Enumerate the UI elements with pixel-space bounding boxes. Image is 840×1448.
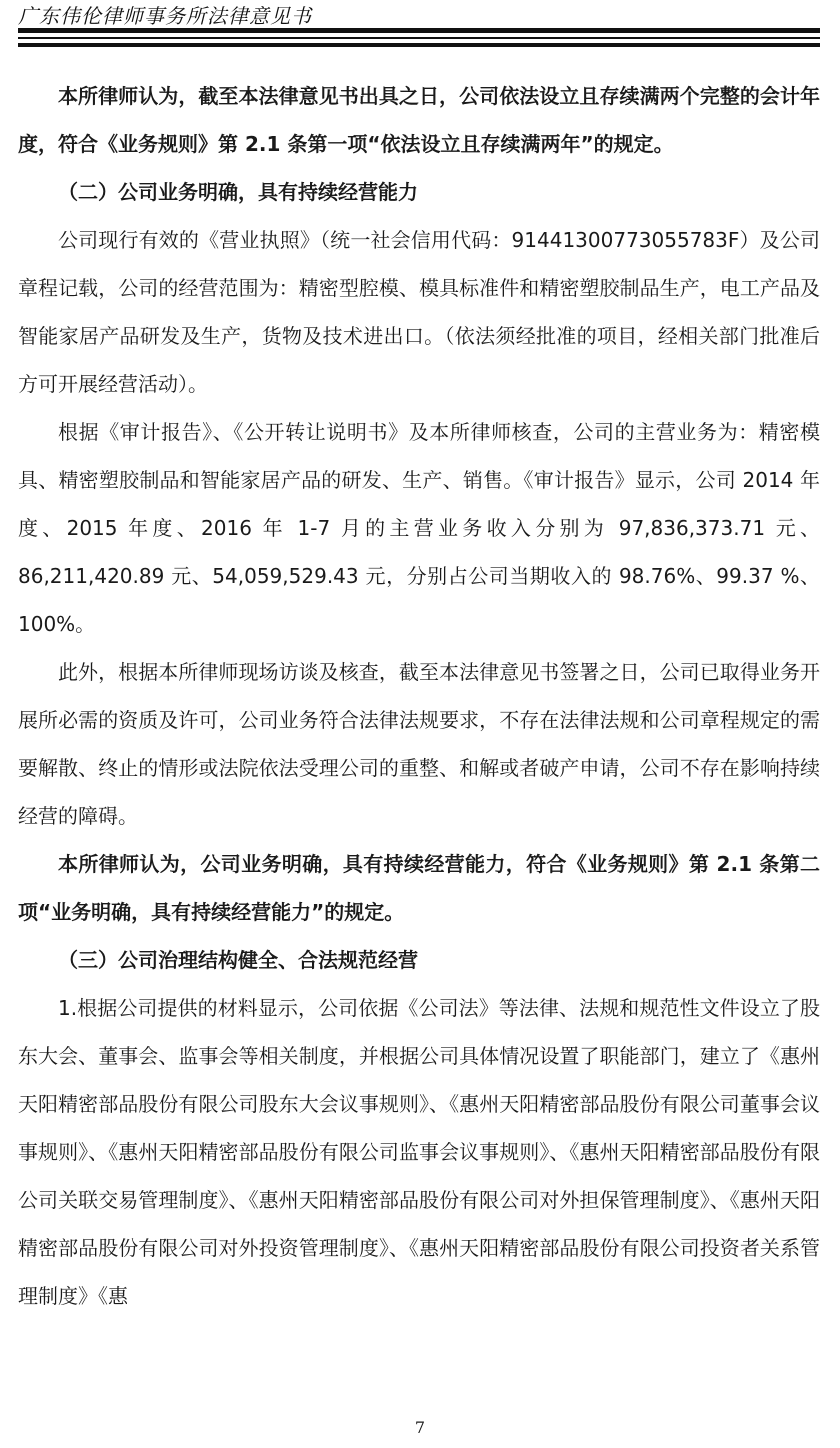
header-title: 广东伟伦律师事务所法律意见书 (18, 4, 312, 28)
conclusion-paragraph-2: 本所律师认为，公司业务明确，具有持续经营能力，符合《业务规则》第 2.1 条第二项“业务明确，具有持续经营能力”的规定。 (18, 852, 820, 924)
page-number: 7 (414, 1418, 426, 1437)
header-rule-thick (18, 28, 820, 33)
conclusion-paragraph-1: 本所律师认为，截至本法律意见书出具之日，公司依法设立且存续满两个完整的会计年度，符合《业务规则》第 2.1 条第一项“依法设立且存续满两年”的规定。 (18, 84, 820, 156)
document-body (18, 72, 820, 1320)
header-rule-thin (18, 37, 820, 39)
header-rule-bottom (18, 43, 820, 47)
section-heading-2: （二）公司业务明确，具有持续经营能力 (58, 180, 418, 204)
business-license-paragraph: 公司现行有效的《营业执照》（统一社会信用代码：91441300773055783F）及公司章程记载，公司的经营范围为：精密型腔模、模具标准件和精密塑胶制品生产，电工产品及智能家居产品研发及生产，货物及技术进出口。（依法须经批准的项目，经相关部门批准后方可开展经营活动）。 (18, 228, 820, 396)
site-interview-paragraph: 此外，根据本所律师现场访谈及核查，截至本法律意见书签署之日，公司已取得业务开展所必需的资质及许可，公司业务符合法律法规要求，不存在法律法规和公司章程规定的需要解散、终止的情形或法院依法受理公司的重整、和解或者破产申请，公司不存在影响持续经营的障碍。 (18, 660, 820, 828)
section-heading-3: （三）公司治理结构健全、合法规范经营 (58, 948, 418, 972)
governance-paragraph: 1.根据公司提供的材料显示，公司依据《公司法》等法律、法规和规范性文件设立了股东大会、董事会、监事会等相关制度，并根据公司具体情况设置了职能部门，建立了《惠州天阳精密部品股份有限公司股东大会议事规则》、《惠州天阳精密部品股份有限公司董事会议事规则》、《惠州天阳精密部品股份有限公司监事会议事规则》、《惠州天阳精密部品股份有限公司关联交易管理制度》、《惠州天阳精密部品股份有限公司对外担保管理制度》、《惠州天阳精密部品股份有限公司对外投资管理制度》、《惠州天阳精密部品股份有限公司投资者关系管理制度》《惠 (18, 996, 820, 1308)
audit-report-paragraph: 根据《审计报告》、《公开转让说明书》及本所律师核查，公司的主营业务为：精密模具、精密塑胶制品和智能家居产品的研发、生产、销售。《审计报告》显示，公司 2014 年度、2015 年度、2016 年 1-7 月的主营业务收入分别为 97,836,373.71 元、86,211,420.89 元、54,059,529.43 元，分别占公司当期收入的 98.76%、99.37 %、100%。 (18, 420, 820, 636)
